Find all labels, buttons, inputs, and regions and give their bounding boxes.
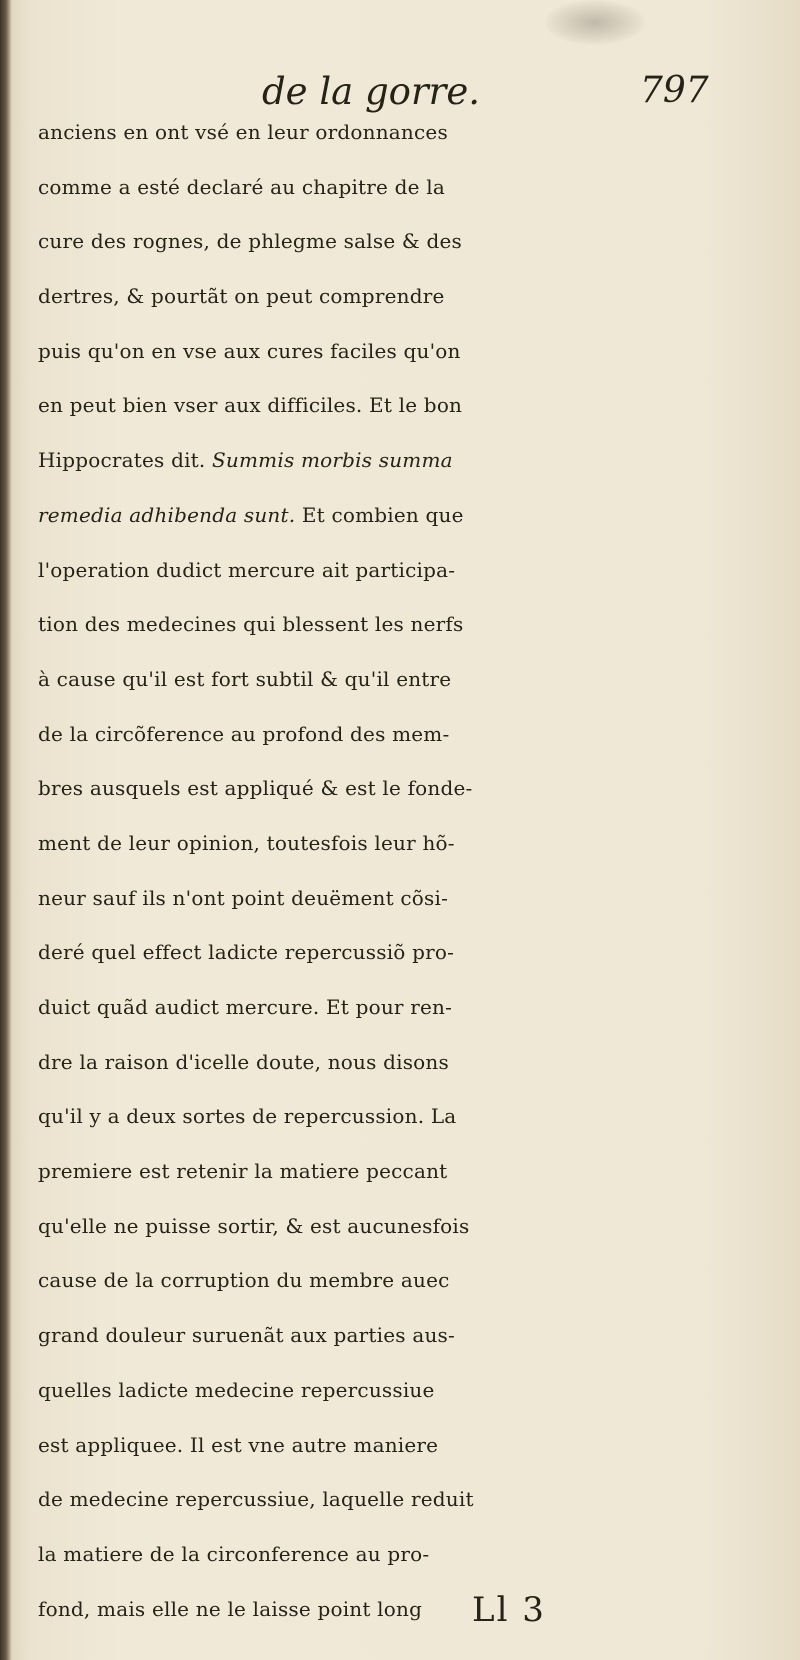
text-line: en peut bien vser aux difficiles. Et le bon <box>38 393 463 418</box>
text-line: à cause qu'il est fort subtil & qu'il entre <box>38 666 452 691</box>
text-line: cure des rognes, de phlegme salse & des <box>38 229 462 254</box>
text-line: ment de leur opinion, toutesfois leur hõ- <box>38 830 455 855</box>
latin-quotation: remedia adhibenda sunt. <box>38 502 296 527</box>
text-line: de medecine repercussiue, laquelle reduit <box>38 1487 474 1512</box>
text-line <box>38 488 753 543</box>
text-line: cause de la corruption du membre auec <box>38 1268 450 1293</box>
text-line: de la circõference au profond des mem- <box>38 721 450 746</box>
signature-mark: Ll 3 <box>472 1590 546 1630</box>
text-line: bres ausquels est appliqué & est le fonde- <box>38 776 473 801</box>
page-number: 797 <box>640 70 709 111</box>
text-line: l'operation dudict mercure ait participa- <box>38 557 456 582</box>
text-segment: Et combien que <box>301 502 464 527</box>
text-line: qu'il y a deux sortes de repercussion. La <box>38 1104 457 1129</box>
text-line: puis qu'on en vse aux cures faciles qu'on <box>38 338 461 363</box>
text-line <box>38 433 753 488</box>
text-line: quelles ladicte medecine repercussiue <box>38 1377 435 1402</box>
text-line: la matiere de la circonference au pro- <box>38 1541 430 1566</box>
text-line: neur sauf ils n'ont point deuëment cõsi- <box>38 885 449 910</box>
text-line: fond, mais elle ne le laisse point long <box>38 1596 423 1621</box>
ink-smudge <box>545 0 645 45</box>
text-line: deré quel effect ladicte repercussiõ pro- <box>38 940 455 965</box>
text-line: premiere est retenir la matiere peccant <box>38 1159 448 1184</box>
running-head: de la gorre. <box>262 70 480 113</box>
text-segment: Hippocrates dit. <box>38 448 206 473</box>
text-line: duict quãd audict mercure. Et pour ren- <box>38 995 453 1019</box>
latin-quotation: Summis morbis summa <box>212 448 453 473</box>
text-line: dertres, & pourtãt on peut comprendre <box>38 284 445 309</box>
body-text <box>38 105 753 1636</box>
text-line: dre la raison d'icelle doute, nous disons <box>38 1049 449 1074</box>
page-footer <box>0 1590 800 1640</box>
text-line: grand douleur suruenãt aux parties aus- <box>38 1323 455 1348</box>
page-gutter-shadow <box>0 0 12 1660</box>
text-line: comme a esté declaré au chapitre de la <box>38 174 445 199</box>
text-line: anciens en ont vsé en leur ordonnances <box>38 120 448 144</box>
text-line: est appliquee. Il est vne autre maniere <box>38 1432 439 1457</box>
text-line: qu'elle ne puisse sortir, & est aucunesfois <box>38 1213 470 1238</box>
text-line: tion des medecines qui blessent les nerfs <box>38 612 464 637</box>
